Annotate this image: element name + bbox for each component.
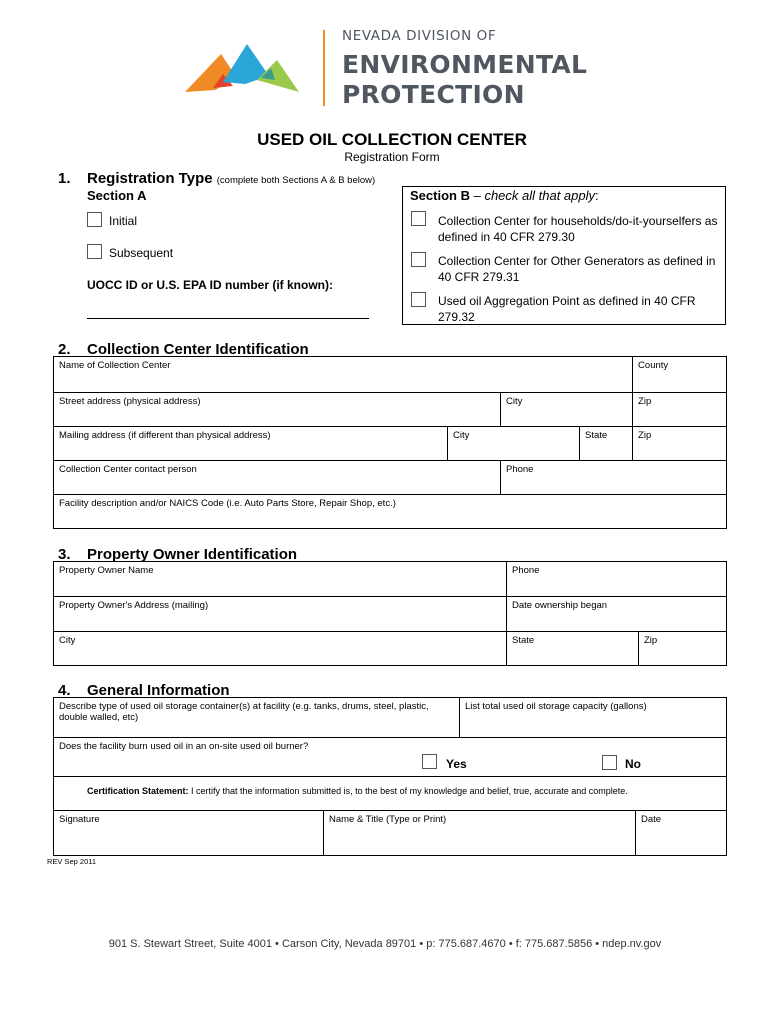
signature-date-field[interactable]: Date xyxy=(636,811,727,856)
signature-field[interactable]: Signature xyxy=(54,811,324,856)
facility-description-field[interactable]: Facility description and/or NAICS Code (i.e. Auto Parts Store, Repair Shop, etc.) xyxy=(54,495,727,529)
section-a-title: Section A xyxy=(87,188,147,203)
other-generators-label: Collection Center for Other Generators as defined in 40 CFR 279.31 xyxy=(438,254,716,284)
street-address-field[interactable]: Street address (physical address) xyxy=(54,393,501,427)
section2-title: Collection Center Identification xyxy=(87,341,309,358)
mailing-city-field[interactable]: City xyxy=(448,427,580,461)
burn-yes-label: Yes xyxy=(446,757,467,771)
mailing-address-field[interactable]: Mailing address (if different than physical address) xyxy=(54,427,448,461)
uocc-id-input-line[interactable] xyxy=(87,318,369,319)
burn-no-label: No xyxy=(625,757,641,771)
section-b-title-text: Section B xyxy=(410,188,470,203)
ownership-date-field[interactable]: Date ownership began xyxy=(507,597,727,632)
property-owner-name-field[interactable]: Property Owner Name xyxy=(54,562,507,597)
owner-address-field[interactable]: Property Owner's Address (mailing) xyxy=(54,597,507,632)
section-b-dash: – xyxy=(469,188,485,203)
burn-no-checkbox[interactable] xyxy=(602,755,617,770)
section-b-colon: : xyxy=(595,188,599,203)
owner-zip-field[interactable]: Zip xyxy=(639,632,727,666)
subsequent-checkbox[interactable] xyxy=(87,244,102,259)
collection-center-name-field[interactable]: Name of Collection Center xyxy=(54,357,633,393)
section1-note: (complete both Sections A & B below) xyxy=(216,175,376,186)
ndep-mountain-logo xyxy=(185,40,303,95)
section1-number: 1. xyxy=(58,170,71,187)
section4-number: 4. xyxy=(58,682,71,699)
section-b-title xyxy=(410,188,599,203)
section4-title: General Information xyxy=(87,682,230,699)
other-generators-checkbox[interactable] xyxy=(411,252,426,267)
burn-yes-checkbox[interactable] xyxy=(422,754,437,769)
section1-title: Registration Type xyxy=(87,170,213,187)
owner-phone-field[interactable]: Phone xyxy=(507,562,727,597)
owner-state-field[interactable]: State xyxy=(507,632,639,666)
name-title-field[interactable]: Name & Title (Type or Print) xyxy=(324,811,636,856)
burn-used-oil-question: Does the facility burn used oil in an on-site used oil burner? xyxy=(59,741,309,752)
property-owner-table xyxy=(53,561,727,666)
aggregation-point-checkbox[interactable] xyxy=(411,292,426,307)
household-collection-label: Collection Center for households/do-it-yourselfers as defined in 40 CFR 279.30 xyxy=(438,214,718,244)
contact-phone-field[interactable]: Phone xyxy=(501,461,727,495)
section1-heading xyxy=(58,170,375,187)
certification-text: I certify that the information submitted is, to the best of my knowledge and belief, true, accurate and complete. xyxy=(188,786,628,796)
section3-number: 3. xyxy=(58,546,71,563)
initial-checkbox[interactable] xyxy=(87,212,102,227)
mailing-zip-field[interactable]: Zip xyxy=(633,427,727,461)
storage-capacity-field[interactable]: List total used oil storage capacity (gallons) xyxy=(460,698,727,738)
contact-person-field[interactable]: Collection Center contact person xyxy=(54,461,501,495)
agency-line1: NEVADA DIVISION OF xyxy=(342,28,497,44)
household-collection-checkbox[interactable] xyxy=(411,211,426,226)
collection-center-table xyxy=(53,356,727,529)
aggregation-point-label: Used oil Aggregation Point as defined in 40 CFR 279.32 xyxy=(438,294,696,324)
revision-date: REV Sep 2011 xyxy=(47,857,97,866)
form-subtitle: Registration Form xyxy=(344,150,440,164)
mailing-state-field[interactable]: State xyxy=(580,427,633,461)
initial-label: Initial xyxy=(109,214,138,228)
section-b-instructions: check all that apply xyxy=(484,188,596,203)
certification-label: Certification Statement: xyxy=(87,786,189,796)
storage-container-field[interactable]: Describe type of used oil storage container(s) at facility (e.g. tanks, drums, steel, plastic, double walled, etc) xyxy=(54,698,460,738)
footer-address: 901 S. Stewart Street, Suite 4001 • Carson City, Nevada 89701 • p: 775.687.4670 • f: 775.687.5856 • ndep.nv.gov xyxy=(108,938,662,950)
zip-field[interactable]: Zip xyxy=(633,393,727,427)
owner-city-field[interactable]: City xyxy=(54,632,507,666)
form-title: USED OIL COLLECTION CENTER xyxy=(257,130,527,149)
agency-line2: ENVIRONMENTAL xyxy=(342,50,588,79)
subsequent-label: Subsequent xyxy=(109,246,174,260)
section3-title: Property Owner Identification xyxy=(87,546,298,563)
city-field[interactable]: City xyxy=(501,393,633,427)
general-info-table xyxy=(53,697,727,856)
certification-row xyxy=(54,777,727,811)
logo-divider xyxy=(323,30,325,106)
agency-line3: PROTECTION xyxy=(342,80,525,109)
section2-number: 2. xyxy=(58,341,71,358)
uocc-id-label: UOCC ID or U.S. EPA ID number (if known): xyxy=(87,278,333,292)
county-field[interactable]: County xyxy=(633,357,727,393)
